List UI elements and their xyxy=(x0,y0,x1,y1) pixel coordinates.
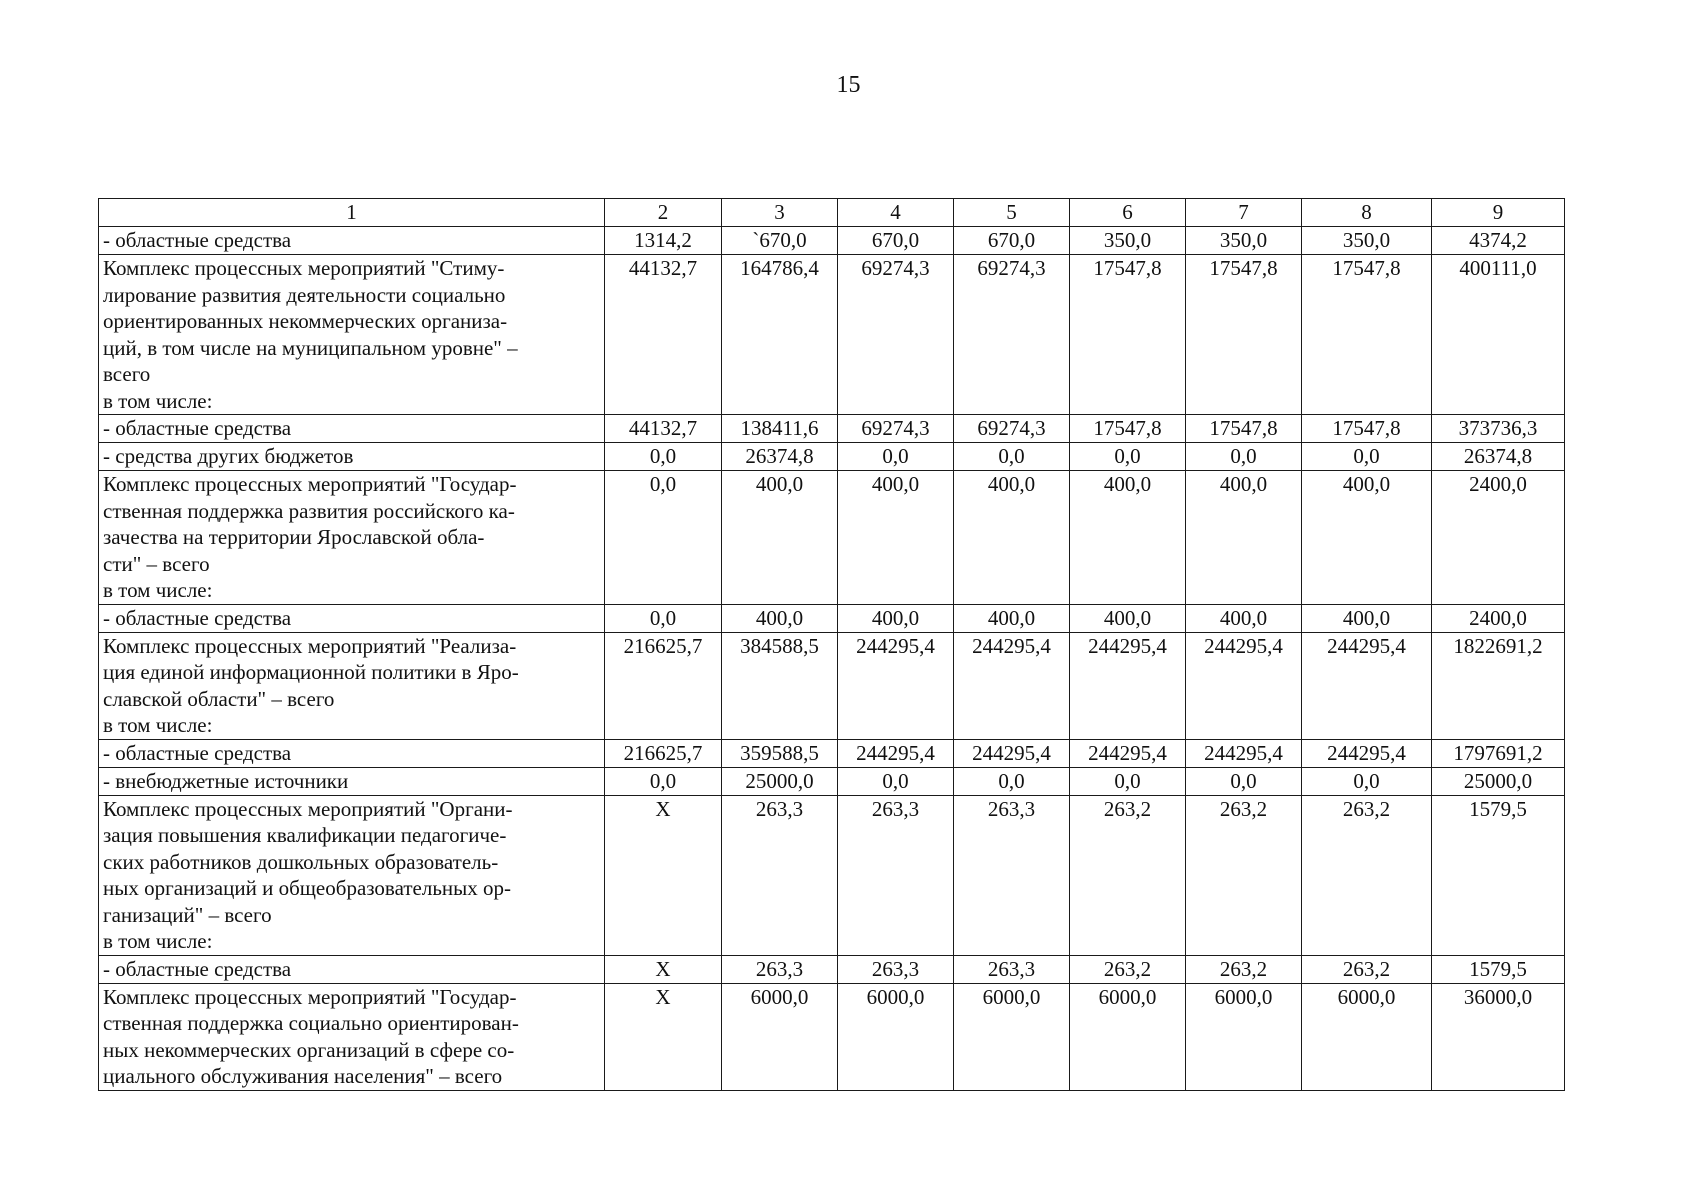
table-cell: 350,0 xyxy=(1302,227,1432,255)
table-cell: 244295,4 xyxy=(1186,632,1302,739)
table-cell: 1314,2 xyxy=(605,227,722,255)
column-header: 7 xyxy=(1186,199,1302,227)
table-cell: 400,0 xyxy=(1186,604,1302,632)
table-cell: 0,0 xyxy=(1186,767,1302,795)
table-cell: 244295,4 xyxy=(1070,739,1186,767)
table-cell: 4374,2 xyxy=(1432,227,1565,255)
table-cell: 263,3 xyxy=(954,795,1070,955)
table-cell: 244295,4 xyxy=(1302,632,1432,739)
column-header: 2 xyxy=(605,199,722,227)
table-cell: 244295,4 xyxy=(1070,632,1186,739)
row-label: - внебюджетные источники xyxy=(99,767,605,795)
table-cell: 17547,8 xyxy=(1302,255,1432,415)
table-cell: 36000,0 xyxy=(1432,983,1565,1090)
table-cell: 244295,4 xyxy=(954,632,1070,739)
table-cell: 400,0 xyxy=(1070,471,1186,605)
table-cell: 400,0 xyxy=(838,604,954,632)
table-cell: 25000,0 xyxy=(722,767,838,795)
table-row xyxy=(99,767,1565,795)
table-cell: 244295,4 xyxy=(838,632,954,739)
table-cell: 44132,7 xyxy=(605,415,722,443)
row-label: Комплекс процессных мероприятий "Стиму- лирование развития деятельности социально ориентированных некоммерческих организа- ций, в том числе на муниципальном уровне" – всего в том числе: xyxy=(99,255,605,415)
table-cell: 44132,7 xyxy=(605,255,722,415)
table-cell: 0,0 xyxy=(1070,443,1186,471)
page-number: 15 xyxy=(836,72,861,98)
table-cell: 263,2 xyxy=(1070,955,1186,983)
table-cell: 400,0 xyxy=(954,604,1070,632)
row-label: - областные средства xyxy=(99,739,605,767)
row-label: - средства других бюджетов xyxy=(99,443,605,471)
table-cell: 1822691,2 xyxy=(1432,632,1565,739)
table-row xyxy=(99,255,1565,415)
table-cell: 0,0 xyxy=(1186,443,1302,471)
table-cell: 400,0 xyxy=(1302,604,1432,632)
table-row xyxy=(99,983,1565,1090)
table-cell: 263,3 xyxy=(838,795,954,955)
table-cell: 2400,0 xyxy=(1432,471,1565,605)
table-cell: 0,0 xyxy=(954,443,1070,471)
table-cell: 216625,7 xyxy=(605,632,722,739)
table-cell: 6000,0 xyxy=(838,983,954,1090)
table-cell: X xyxy=(605,955,722,983)
table-row xyxy=(99,795,1565,955)
table-cell: 6000,0 xyxy=(1070,983,1186,1090)
column-header: 8 xyxy=(1302,199,1432,227)
table-cell: 0,0 xyxy=(1070,767,1186,795)
table-cell: 400,0 xyxy=(722,604,838,632)
table-cell: 26374,8 xyxy=(1432,443,1565,471)
table-cell: 6000,0 xyxy=(954,983,1070,1090)
column-header: 5 xyxy=(954,199,1070,227)
table-row xyxy=(99,415,1565,443)
table-cell: 164786,4 xyxy=(722,255,838,415)
table-cell: 263,3 xyxy=(838,955,954,983)
table-cell: 244295,4 xyxy=(1186,739,1302,767)
table-cell: 17547,8 xyxy=(1302,415,1432,443)
column-header: 6 xyxy=(1070,199,1186,227)
table-cell: 400,0 xyxy=(1186,471,1302,605)
table-row xyxy=(99,632,1565,739)
table-row xyxy=(99,604,1565,632)
table-cell: X xyxy=(605,983,722,1090)
table-cell: 0,0 xyxy=(605,471,722,605)
table-cell: 0,0 xyxy=(605,443,722,471)
table-cell: 263,3 xyxy=(722,955,838,983)
row-label: - областные средства xyxy=(99,227,605,255)
budget-table xyxy=(98,198,1565,1091)
row-label: - областные средства xyxy=(99,604,605,632)
table-row xyxy=(99,739,1565,767)
table-cell: `670,0 xyxy=(722,227,838,255)
table-cell: 384588,5 xyxy=(722,632,838,739)
table-cell: 400,0 xyxy=(1302,471,1432,605)
table-cell: 69274,3 xyxy=(954,255,1070,415)
table-cell: 69274,3 xyxy=(954,415,1070,443)
table-cell: 263,2 xyxy=(1186,795,1302,955)
table-cell: 25000,0 xyxy=(1432,767,1565,795)
table-cell: 400,0 xyxy=(954,471,1070,605)
row-label: Комплекс процессных мероприятий "Реализа- ция единой информационной политики в Яро- славской области" – всего в том числе: xyxy=(99,632,605,739)
table-cell: 17547,8 xyxy=(1070,255,1186,415)
table-cell: 1579,5 xyxy=(1432,795,1565,955)
table-cell: 138411,6 xyxy=(722,415,838,443)
row-label: Комплекс процессных мероприятий "Государ- ственная поддержка социально ориентирован- ных некоммерческих организаций в сфере со- циального обслуживания населения" – всего xyxy=(99,983,605,1090)
table-cell: 263,2 xyxy=(1070,795,1186,955)
table-cell: 0,0 xyxy=(605,767,722,795)
row-label: - областные средства xyxy=(99,955,605,983)
table-cell: 0,0 xyxy=(838,443,954,471)
table-row xyxy=(99,955,1565,983)
table-cell: 244295,4 xyxy=(1302,739,1432,767)
column-header: 1 xyxy=(99,199,605,227)
column-header: 9 xyxy=(1432,199,1565,227)
table-cell: 263,2 xyxy=(1302,955,1432,983)
table-cell: 373736,3 xyxy=(1432,415,1565,443)
row-label: Комплекс процессных мероприятий "Органи- зация повышения квалификации педагогиче- ских работников дошкольных образователь- ных организаций и общеобразовательных ор- ганизаций" – всего в том числе: xyxy=(99,795,605,955)
table-cell: 17547,8 xyxy=(1070,415,1186,443)
table-cell: 1797691,2 xyxy=(1432,739,1565,767)
table-cell: 69274,3 xyxy=(838,255,954,415)
table-cell: 2400,0 xyxy=(1432,604,1565,632)
table-cell: 0,0 xyxy=(838,767,954,795)
table-cell: X xyxy=(605,795,722,955)
table-cell: 244295,4 xyxy=(954,739,1070,767)
table-cell: 0,0 xyxy=(1302,767,1432,795)
table-cell: 6000,0 xyxy=(1186,983,1302,1090)
table-header-row xyxy=(99,199,1565,227)
table-cell: 0,0 xyxy=(1302,443,1432,471)
table-cell: 216625,7 xyxy=(605,739,722,767)
table-cell: 0,0 xyxy=(605,604,722,632)
table-cell: 263,2 xyxy=(1186,955,1302,983)
table-cell: 359588,5 xyxy=(722,739,838,767)
table-cell: 670,0 xyxy=(838,227,954,255)
table-row xyxy=(99,471,1565,605)
table-row xyxy=(99,227,1565,255)
table-cell: 263,3 xyxy=(954,955,1070,983)
table-cell: 400,0 xyxy=(838,471,954,605)
table-cell: 6000,0 xyxy=(722,983,838,1090)
table-cell: 400,0 xyxy=(722,471,838,605)
table-cell: 350,0 xyxy=(1070,227,1186,255)
table-cell: 0,0 xyxy=(954,767,1070,795)
table-cell: 400111,0 xyxy=(1432,255,1565,415)
table-cell: 670,0 xyxy=(954,227,1070,255)
column-header: 4 xyxy=(838,199,954,227)
column-header: 3 xyxy=(722,199,838,227)
table-cell: 69274,3 xyxy=(838,415,954,443)
table-cell: 6000,0 xyxy=(1302,983,1432,1090)
table-cell: 1579,5 xyxy=(1432,955,1565,983)
table-cell: 26374,8 xyxy=(722,443,838,471)
table-cell: 263,3 xyxy=(722,795,838,955)
table-cell: 244295,4 xyxy=(838,739,954,767)
table-cell: 350,0 xyxy=(1186,227,1302,255)
table-cell: 400,0 xyxy=(1070,604,1186,632)
row-label: Комплекс процессных мероприятий "Государ- ственная поддержка развития российского ка- зачества на территории Ярославской обла- сти" – всего в том числе: xyxy=(99,471,605,605)
table-cell: 17547,8 xyxy=(1186,255,1302,415)
row-label: - областные средства xyxy=(99,415,605,443)
table-cell: 17547,8 xyxy=(1186,415,1302,443)
table-cell: 263,2 xyxy=(1302,795,1432,955)
table-row xyxy=(99,443,1565,471)
